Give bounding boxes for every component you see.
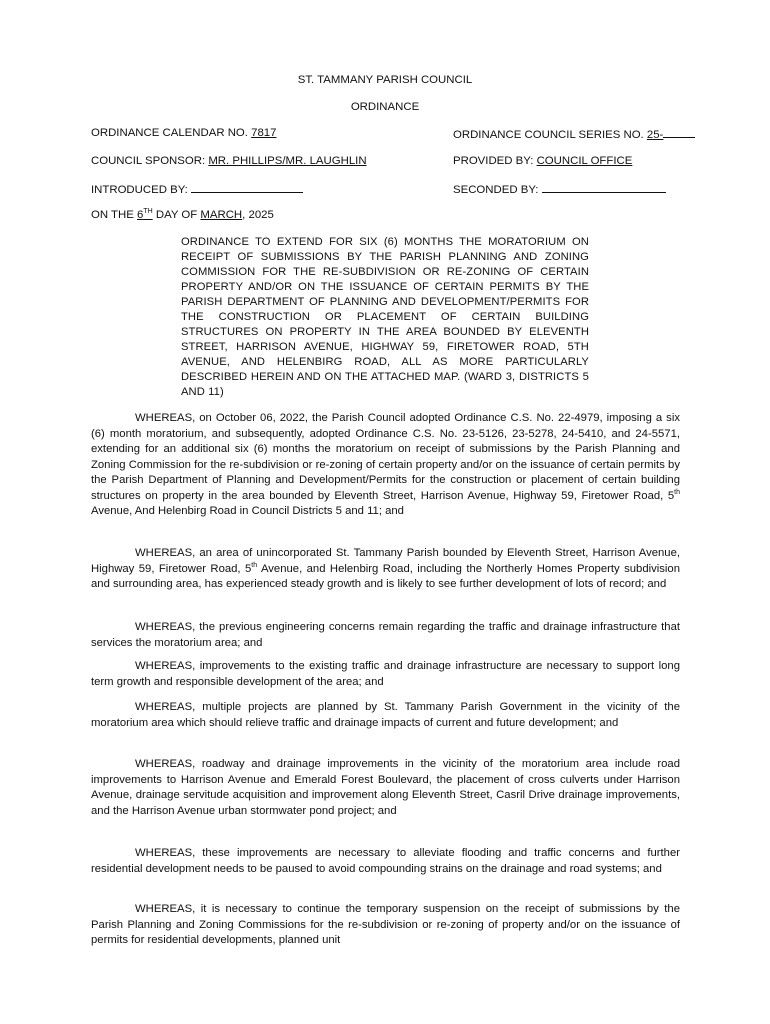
field-row-introduced	[91, 182, 691, 198]
series-label: ORDINANCE COUNCIL SERIES NO.	[453, 129, 644, 141]
paragraph-whereas-5	[91, 700, 680, 731]
council-heading: ST. TAMMANY PARISH COUNCIL	[297, 74, 473, 86]
sponsor-field	[91, 155, 367, 167]
date-line	[91, 209, 274, 221]
paragraph-2-text-b: Avenue, and Helenbirg Road, including the Northerly Homes Property subdivision and surrounding area, has experienced steady growth and is likely to see further development of lots of record; and	[91, 562, 680, 590]
introduced-field	[91, 182, 303, 196]
paragraph-5-text: WHEREAS, multiple projects are planned by St. Tammany Parish Government in the vicinity of the moratorium area which should relieve traffic and drainage impacts of current and future development; and	[91, 701, 680, 729]
calendar-number: 7817	[251, 127, 277, 139]
paragraph-6-text: WHEREAS, roadway and drainage improvements in the vicinity of the moratorium area include road improvements to Harrison Avenue and Emerald Forest Boulevard, the placement of cross culverts under Harrison Avenue, drainage servitude acquisition and improvement along Eleventh Street, Casril Drive drainage improvements, and the Harrison Avenue urban stormwater pond project; and	[91, 758, 680, 817]
introduced-blank-line	[191, 182, 303, 193]
series-field	[453, 127, 695, 141]
paragraph-2-text-a: WHEREAS, an area of unincorporated St. Tammany Parish bounded by Eleventh Street, Harrison Avenue, Highway 59, Firetower Road, 5	[91, 547, 680, 575]
paragraph-whereas-8	[91, 902, 680, 949]
seconded-field	[453, 182, 666, 196]
paragraph-1-superscript: th	[674, 488, 680, 496]
date-day-suffix: TH	[143, 208, 153, 216]
paragraph-8-text: WHEREAS, it is necessary to continue the temporary suspension on the receipt of submissions by the Parish Planning and Zoning Commissions for the re-subdivision or re-zoning of property and/or on the issuance of permits for residential developments, planned unit	[91, 903, 680, 946]
ordinance-heading: ORDINANCE	[350, 101, 420, 113]
date-day-of: DAY OF	[155, 209, 198, 221]
date-day-number: 6	[137, 209, 144, 221]
provided-field	[453, 155, 632, 167]
sponsor-names: MR. PHILLIPS/MR. LAUGHLIN	[208, 155, 367, 167]
paragraph-1-text-a: WHEREAS, on October 06, 2022, the Parish Council adopted Ordinance C.S. No. 22-4979, imposing a six (6) month moratorium, and subsequently, adopted Ordinance C.S. No. 23-5126, 23-5278, 24-5410, and 24-5571, extending for an additional six (6) months the moratorium on receipt of submissions by the Parish Planning and Zoning Commission for the re-subdivision or re-zoning of certain property and/or on the issuance of certain permits by the Parish Department of Planning and Development/Permits for the construction or placement of certain building structures on property in the area bounded by Eleventh Street, Harrison Avenue, Highway 59, Firetower Road, 5	[91, 412, 680, 502]
field-row-calendar	[91, 127, 691, 143]
paragraph-whereas-4	[91, 659, 680, 690]
paragraph-7-text: WHEREAS, these improvements are necessary to alleviate flooding and traffic concerns and further residential development needs to be paused to avoid compounding strains on the drainage and road systems; and	[91, 847, 680, 875]
paragraph-whereas-6	[91, 757, 680, 819]
sponsor-label: COUNCIL SPONSOR:	[91, 155, 206, 167]
date-month: MARCH	[200, 209, 243, 221]
paragraph-whereas-3	[91, 620, 680, 651]
calendar-label: ORDINANCE CALENDAR NO.	[91, 127, 248, 139]
provided-label: PROVIDED BY:	[453, 155, 534, 167]
paragraph-whereas-7	[91, 846, 680, 877]
series-number: 25-	[646, 129, 664, 141]
field-row-sponsor	[91, 155, 691, 171]
date-day	[137, 209, 153, 221]
introduced-label: INTRODUCED BY:	[91, 184, 188, 196]
paragraph-1-text-b: Avenue, And Helenbirg Road in Council Districts 5 and 11; and	[91, 505, 404, 517]
provided-value: COUNCIL OFFICE	[536, 155, 633, 167]
seconded-label: SECONDED BY:	[453, 184, 539, 196]
paragraph-2-superscript: th	[251, 561, 258, 569]
date-year: , 2025	[242, 209, 274, 221]
paragraph-3-text: WHEREAS, the previous engineering concerns remain regarding the traffic and drainage infrastructure that services the moratorium area; and	[91, 621, 680, 649]
series-blank-line	[663, 127, 695, 138]
seconded-blank-line	[542, 182, 666, 193]
paragraph-whereas-2	[91, 546, 680, 593]
date-prefix: ON THE	[91, 209, 134, 221]
paragraph-whereas-1	[91, 411, 680, 520]
ordinance-title: ORDINANCE TO EXTEND FOR SIX (6) MONTHS THE MORATORIUM ON RECEIPT OF SUBMISSIONS BY THE PARISH PLANNING AND ZONING COMMISSION FOR THE RE-SUBDIVISION OR RE-ZONING OF CERTAIN PROPERTY AND/OR ON THE ISSUANCE OF CERTAIN PERMITS BY THE PARISH DEPARTMENT OF PLANNING AND DEVELOPMENT/PERMITS FOR THE CONSTRUCTION OR PLACEMENT OF CERTAIN BUILDING STRUCTURES ON PROPERTY IN THE AREA BOUNDED BY ELEVENTH STREET, HARRISON AVENUE, HIGHWAY 59, FIRETOWER ROAD, 5TH AVENUE, AND HELENBIRG ROAD, ALL AS MORE PARTICULARLY DESCRIBED HEREIN AND ON THE ATTACHED MAP. (WARD 3, DISTRICTS 5 AND 11)	[181, 236, 589, 398]
paragraph-4-text: WHEREAS, improvements to the existing traffic and drainage infrastructure are necessary to support long term growth and responsible development of the area; and	[91, 660, 680, 688]
calendar-field	[91, 127, 276, 139]
